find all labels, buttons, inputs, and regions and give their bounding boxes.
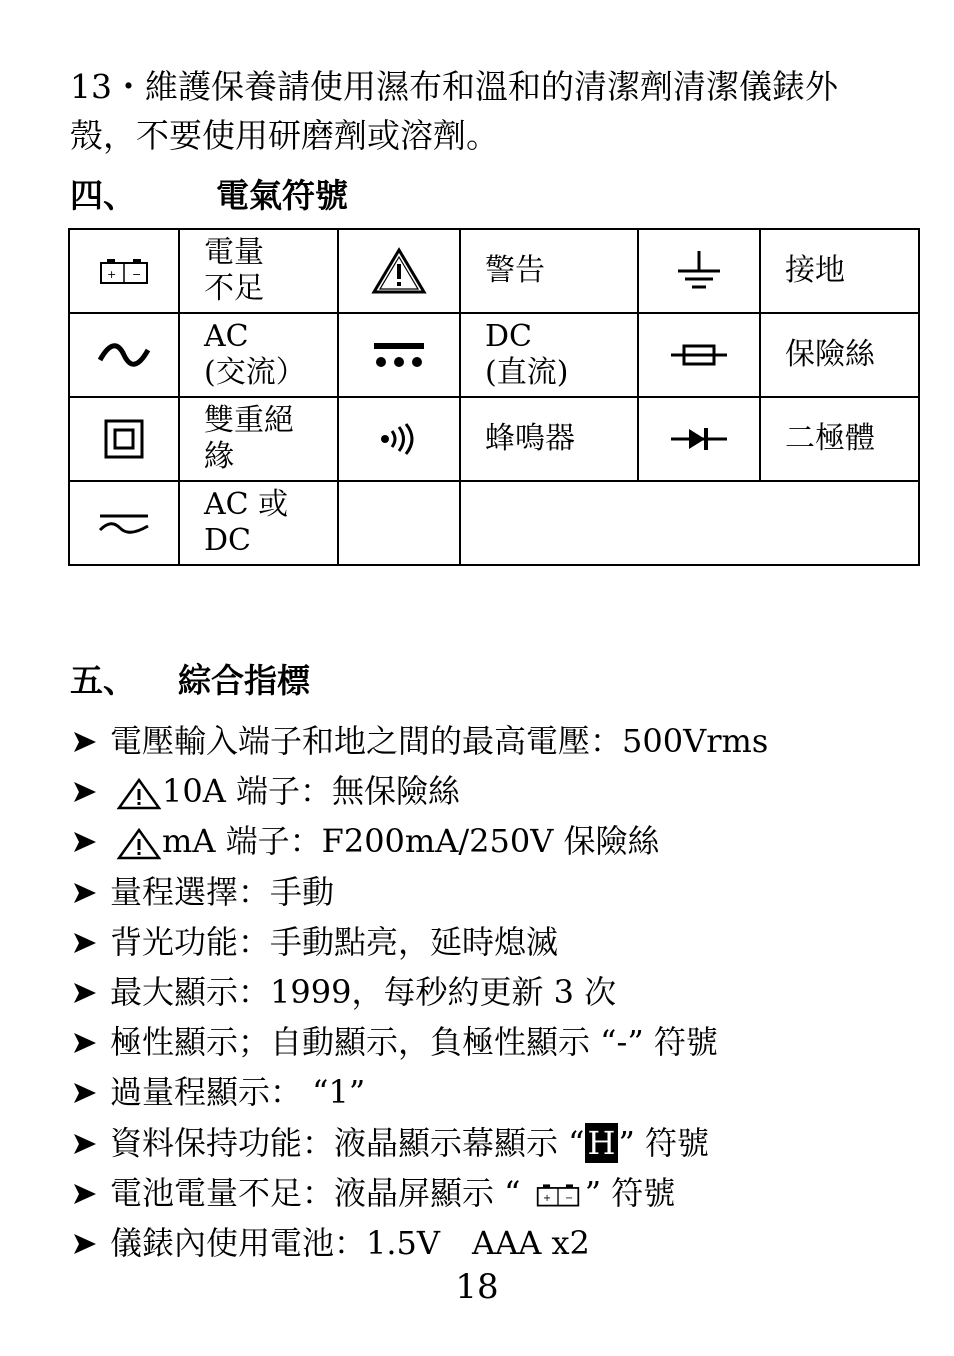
low-battery-icon xyxy=(531,1180,585,1210)
dc-label xyxy=(460,313,638,397)
arrow-bullet-icon xyxy=(70,867,100,917)
spec-text: 資料保持功能：液晶顯示幕顯示 “ xyxy=(110,1123,585,1162)
list-item xyxy=(70,766,930,816)
list-item xyxy=(70,1118,930,1168)
page-number: 18 xyxy=(455,1267,499,1307)
spec-text: 極性顯示；自動顯示，負極性顯示 “-” 符號 xyxy=(110,1023,718,1062)
list-item xyxy=(70,967,930,1017)
ground-icon xyxy=(638,229,760,313)
svg-text:−: − xyxy=(564,1193,573,1205)
arrow-bullet-icon xyxy=(70,1168,100,1218)
cell-line: 電量 xyxy=(204,235,264,270)
fuse-label: 保險絲 xyxy=(760,313,919,397)
spec-text: mA 端子：F200mA/250V 保險絲 xyxy=(162,822,660,861)
buzzer-icon xyxy=(338,397,460,481)
spec-text: 10A 端子：無保險絲 xyxy=(162,772,461,811)
spec-text: ” 符號 xyxy=(584,1173,676,1212)
table-row xyxy=(69,481,919,565)
table-row xyxy=(69,397,919,481)
list-item xyxy=(70,1218,930,1268)
cell-line: DC xyxy=(204,523,252,558)
ac-wave-icon xyxy=(69,313,179,397)
fuse-icon xyxy=(638,313,760,397)
spec-list xyxy=(70,716,930,1268)
dc-icon xyxy=(338,313,460,397)
spec-text: 電池電量不足：液晶屏顯示 “ xyxy=(110,1173,531,1212)
cell-line: 不足 xyxy=(204,271,264,306)
low-battery-icon xyxy=(69,229,179,313)
intro-line-1: 13・維護保養請使用濕布和溫和的清潔劑清潔儀錶外 xyxy=(70,67,838,106)
spec-text: 背光功能：手動點亮，延時熄滅 xyxy=(110,922,559,961)
empty-cell xyxy=(338,481,460,565)
double-insulation-label xyxy=(179,397,338,481)
list-item xyxy=(70,816,930,866)
spec-text: 最大顯示：1999，每秒約更新 3 次 xyxy=(110,972,617,1011)
arrow-bullet-icon xyxy=(70,716,100,766)
cell-line: AC 或 xyxy=(204,487,289,522)
cell-line: DC xyxy=(485,319,533,354)
list-item xyxy=(70,1168,930,1218)
low-battery-label xyxy=(179,229,338,313)
list-item xyxy=(70,867,930,917)
spec-text: 儀錶內使用電池：1.5V AAA x2 xyxy=(110,1223,590,1262)
ac-or-dc-icon xyxy=(69,481,179,565)
cell-line: 雙重絕 xyxy=(204,403,294,438)
list-item xyxy=(70,716,930,766)
arrow-bullet-icon xyxy=(70,766,100,816)
cell-line: (直流) xyxy=(485,355,569,390)
cell-line: AC xyxy=(204,319,249,354)
ground-label: 接地 xyxy=(760,229,919,313)
diode-label: 二極體 xyxy=(760,397,919,481)
buzzer-label: 蜂鳴器 xyxy=(460,397,638,481)
spec-text: ” 符號 xyxy=(618,1123,709,1162)
arrow-bullet-icon xyxy=(70,1017,100,1067)
diode-icon xyxy=(638,397,760,481)
arrow-bullet-icon xyxy=(70,967,100,1017)
ac-label xyxy=(179,313,338,397)
section-4-heading xyxy=(70,170,348,217)
section-5-title: 綜合指標 xyxy=(178,661,310,700)
svg-text:+: + xyxy=(542,1193,551,1205)
electrical-symbols-table xyxy=(68,228,920,566)
list-item xyxy=(70,1017,930,1067)
section-5-heading xyxy=(70,655,310,702)
list-item xyxy=(70,1067,930,1117)
arrow-bullet-icon xyxy=(70,1218,100,1268)
arrow-bullet-icon xyxy=(70,1118,100,1168)
arrow-bullet-icon xyxy=(70,1067,100,1117)
double-insulation-icon xyxy=(69,397,179,481)
intro-line-2: 殼，不要使用研磨劑或溶劑。 xyxy=(70,116,499,155)
warning-icon xyxy=(116,777,162,811)
table-row xyxy=(69,313,919,397)
spec-text: 電壓輸入端子和地之間的最高電壓：500Vrms xyxy=(110,722,769,760)
cell-line: (交流） xyxy=(204,355,306,390)
table-row xyxy=(69,229,919,313)
cell-line: 緣 xyxy=(204,439,234,474)
warning-icon xyxy=(338,229,460,313)
spec-text: 過量程顯示： “1” xyxy=(110,1073,366,1112)
empty-cell xyxy=(460,481,919,565)
section-4-number: 四、 xyxy=(70,176,136,215)
warning-icon xyxy=(116,827,162,861)
svg-text:−: − xyxy=(132,268,142,281)
arrow-bullet-icon xyxy=(70,816,100,866)
warning-label: 警告 xyxy=(460,229,638,313)
arrow-bullet-icon xyxy=(70,917,100,967)
ac-or-dc-label xyxy=(179,481,338,565)
hold-symbol: H xyxy=(585,1123,619,1163)
section-4-title: 電氣符號 xyxy=(216,176,348,215)
svg-text:+: + xyxy=(107,268,117,281)
section-5-number: 五、 xyxy=(70,661,136,700)
spec-text: 量程選擇：手動 xyxy=(110,872,335,911)
list-item xyxy=(70,917,930,967)
